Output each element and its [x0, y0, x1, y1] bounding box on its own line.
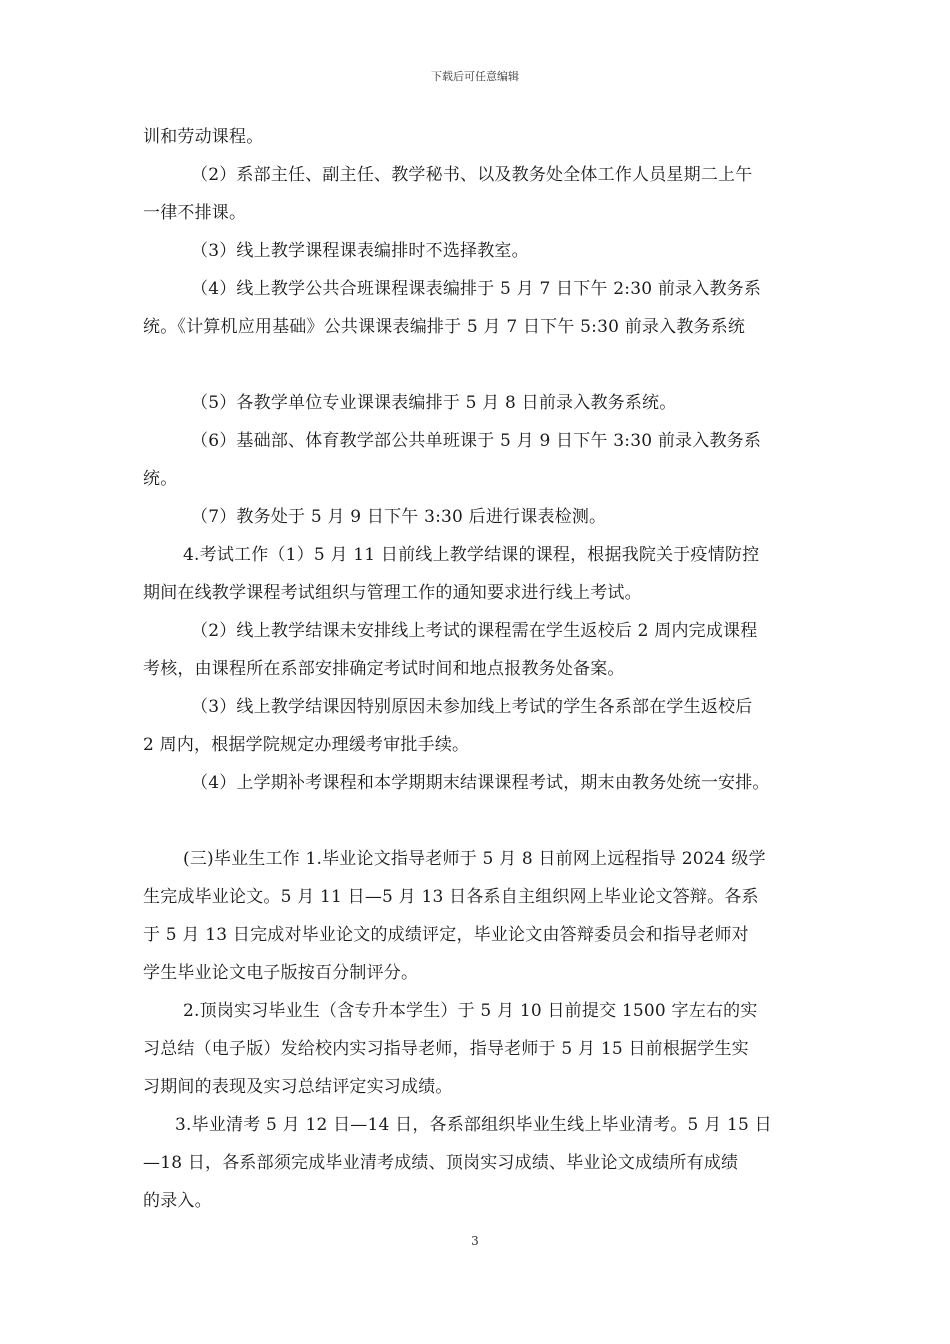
- text-line: 习总结（电子版）发给校内实习指导老师，指导老师于 5 月 15 日前根据学生实: [143, 1039, 749, 1059]
- text-line: 统。: [143, 469, 178, 489]
- text-line: 习期间的表现及实习总结评定实习成绩。: [143, 1077, 453, 1097]
- page-header: 下载后可任意编辑: [431, 70, 519, 83]
- text-line: 统。《计算机应用基础》公共课课表编排于 5 月 7 日下午 5:30 前录入教务系统: [143, 317, 746, 337]
- text-line: 3.毕业清考 5 月 12 日—14 日，各系部组织毕业生线上毕业清考。5 月 15 日: [175, 1115, 772, 1135]
- text-line: 训和劳动课程。: [143, 127, 264, 147]
- text-line: 4.考试工作（1）5 月 11 日前线上教学结课的课程，根据我院关于疫情防控: [183, 545, 760, 565]
- text-line: （7）教务处于 5 月 9 日下午 3:30 后进行课表检测。: [191, 507, 607, 527]
- paragraph-gap: [143, 346, 819, 384]
- text-line: （3）线上教学结课因特别原因未参加线上考试的学生各系部在学生返校后: [191, 697, 753, 717]
- text-line: 2 周内，根据学院规定办理缓考审批手续。: [143, 735, 470, 755]
- text-line: —18 日，各系部须完成毕业清考成绩、顶岗实习成绩、毕业论文成绩所有成绩: [143, 1153, 739, 1173]
- text-line: （6）基础部、体育教学部公共单班课于 5 月 9 日下午 3:30 前录入教务系: [191, 431, 762, 451]
- text-line: 考核，由课程所在系部安排确定考试时间和地点报教务处备案。: [143, 659, 625, 679]
- text-line: （4）上学期补考课程和本学期期末结课课程考试，期末由教务处统一安排。: [191, 773, 770, 793]
- text-line: (三)毕业生工作 1.毕业论文指导老师于 5 月 8 日前网上远程指导 2024 级学: [183, 849, 766, 869]
- text-line: 于 5 月 13 日完成对毕业论文的成绩评定，毕业论文由答辩委员会和指导老师对: [143, 925, 749, 945]
- text-line: 一律不排课。: [143, 203, 247, 223]
- text-line: （2）线上教学结课未安排线上考试的课程需在学生返校后 2 周内完成课程: [191, 621, 758, 641]
- page-number: 3: [471, 1234, 479, 1248]
- text-line: 期间在线教学课程考试组织与管理工作的通知要求进行线上考试。: [143, 583, 642, 603]
- text-line: （5）各教学单位专业课课表编排于 5 月 8 日前录入教务系统。: [191, 393, 677, 413]
- text-line: 学生毕业论文电子版按百分制评分。: [143, 963, 419, 983]
- document-body: [143, 118, 819, 1220]
- text-line: （4）线上教学公共合班课程课表编排于 5 月 7 日下午 2:30 前录入教务系: [191, 279, 762, 299]
- text-line: （2）系部主任、副主任、教学秘书、以及教务处全体工作人员星期二上午: [191, 165, 753, 185]
- text-line: 生完成毕业论文。5 月 11 日—5 月 13 日各系自主组织网上毕业论文答辩。各系: [143, 887, 759, 907]
- text-line: （3）线上教学课程课表编排时不选择教室。: [191, 241, 529, 261]
- text-line: 的录入。: [143, 1191, 212, 1211]
- text-line: 2.顶岗实习毕业生（含专升本学生）于 5 月 10 日前提交 1500 字左右的实: [183, 1001, 758, 1021]
- paragraph-gap: [143, 802, 819, 840]
